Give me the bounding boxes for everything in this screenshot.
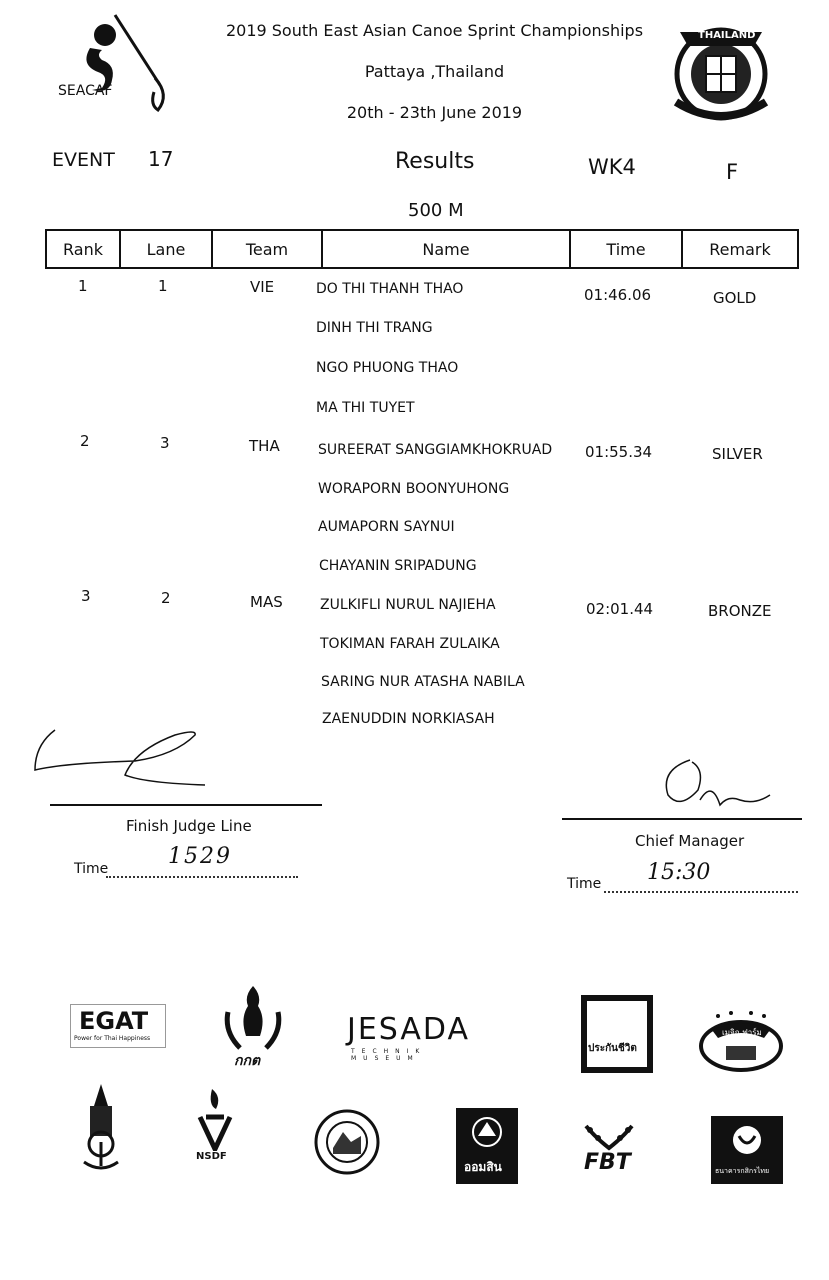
kasikorn-bank-logo	[711, 1116, 783, 1184]
event-number: 17	[148, 147, 174, 171]
aomsin-emblem-icon	[456, 1108, 518, 1158]
jesada-name: JESADA	[347, 1012, 471, 1047]
egat-name: EGAT	[79, 1007, 149, 1035]
nsdf-torch-icon	[182, 1087, 248, 1151]
crew-member: ZULKIFLI NURUL NAJIEHA	[320, 597, 496, 613]
seacaf-text: SEACAF	[58, 83, 113, 99]
rank: 1	[78, 277, 88, 295]
bank-emblem-icon	[711, 1116, 783, 1164]
team: THA	[249, 437, 280, 455]
results-table-header	[45, 229, 799, 269]
bank-text: ธนาคารกสิกรไทย	[715, 1167, 770, 1175]
aomsin-text: ออมสิน	[464, 1160, 502, 1174]
nsdf-text: NSDF	[196, 1151, 227, 1162]
crew-member: AUMAPORN SAYNUI	[318, 519, 455, 535]
event-label: EVENT	[52, 149, 115, 171]
navy-crest-icon	[80, 1082, 122, 1174]
finish-judge-time-line	[106, 876, 298, 878]
event-distance: 500 M	[408, 200, 464, 221]
chief-manager-time-line	[604, 891, 798, 893]
medal-remark: SILVER	[712, 445, 763, 463]
thailand-federation-badge	[662, 12, 780, 127]
kkt-emblem-icon	[220, 982, 286, 1054]
event-round: F	[726, 160, 739, 184]
chief-manager-signature	[650, 750, 780, 820]
farm-text: เมจิก ฟาร์ม	[722, 1028, 762, 1037]
finish-time: 01:55.34	[585, 443, 653, 461]
col-name: Name	[322, 230, 570, 268]
finish-judge-time-value: 1529	[168, 844, 232, 869]
insurance-logo	[581, 995, 653, 1073]
col-remark: Remark	[682, 230, 798, 268]
crew-member: SUREERAT SANGGIAMKHOKRUAD	[318, 442, 553, 458]
insurance-text: ประกันชีวิต	[588, 1043, 637, 1054]
finish-time: 02:01.44	[586, 600, 654, 618]
crew-member: ZAENUDDIN NORKIASAH	[322, 711, 495, 727]
event-title: 2019 South East Asian Canoe Sprint Championships	[225, 21, 644, 40]
egat-logo	[70, 1004, 166, 1048]
finish-judge-label: Finish Judge Line	[126, 817, 252, 835]
farm-emblem-icon	[698, 1010, 784, 1080]
medal-remark: GOLD	[713, 289, 757, 307]
finish-judge-signature	[25, 725, 225, 805]
egat-tagline: Power for Thai Happiness	[74, 1035, 151, 1042]
chief-manager-line	[562, 818, 802, 820]
rank: 2	[80, 432, 90, 450]
crew-member: WORAPORN BOONYUHONG	[318, 481, 510, 497]
rank: 3	[81, 587, 91, 605]
team: VIE	[250, 278, 275, 296]
crew-member: SARING NUR ATASHA NABILA	[321, 674, 525, 690]
fbt-text: FBT	[584, 1150, 631, 1175]
finish-time: 01:46.06	[584, 286, 652, 304]
chief-manager-time-value: 15:30	[647, 860, 711, 885]
crew-member: CHAYANIN SRIPADUNG	[319, 558, 477, 574]
event-dates: 20th - 23th June 2019	[346, 103, 523, 122]
lane: 2	[161, 589, 171, 607]
results-label: Results	[395, 149, 475, 174]
kkt-text: กกต	[234, 1053, 261, 1069]
crew-member: MA THI TUYET	[316, 400, 415, 416]
seal-icon	[313, 1108, 381, 1176]
sports-authority-logo	[313, 1108, 381, 1176]
crew-member: TOKIMAN FARAH ZULAIKA	[320, 636, 500, 652]
event-location: Pattaya ,Thailand	[364, 62, 505, 81]
col-time: Time	[570, 230, 682, 268]
jesada-logo	[347, 1012, 487, 1062]
col-lane: Lane	[120, 230, 212, 268]
col-rank: Rank	[46, 230, 120, 268]
navy-emblem-logo	[80, 1082, 122, 1174]
kkt-logo	[220, 982, 286, 1072]
laurel-icon	[576, 1122, 642, 1152]
aomsin-logo	[456, 1108, 518, 1184]
magic-farm-logo	[698, 1010, 784, 1080]
chief-manager-label: Chief Manager	[635, 832, 745, 850]
medal-remark: BRONZE	[708, 602, 772, 620]
team: MAS	[250, 593, 283, 611]
chief-manager-time-label: Time	[567, 876, 602, 892]
jesada-sub: TECHNIK MUSEUM	[351, 1048, 427, 1062]
finish-judge-time-label: Time	[74, 861, 109, 877]
crew-member: DO THI THANH THAO	[316, 281, 464, 297]
nsdf-logo	[182, 1087, 248, 1179]
event-category: WK4	[588, 155, 636, 179]
badge-text: THAILAND	[698, 30, 756, 41]
lane: 1	[158, 277, 168, 295]
lane: 3	[160, 434, 170, 452]
fbt-logo	[576, 1122, 642, 1182]
finish-judge-line	[50, 804, 322, 806]
crew-member: DINH THI TRANG	[316, 320, 433, 336]
crew-member: NGO PHUONG THAO	[316, 360, 459, 376]
col-team: Team	[212, 230, 322, 268]
